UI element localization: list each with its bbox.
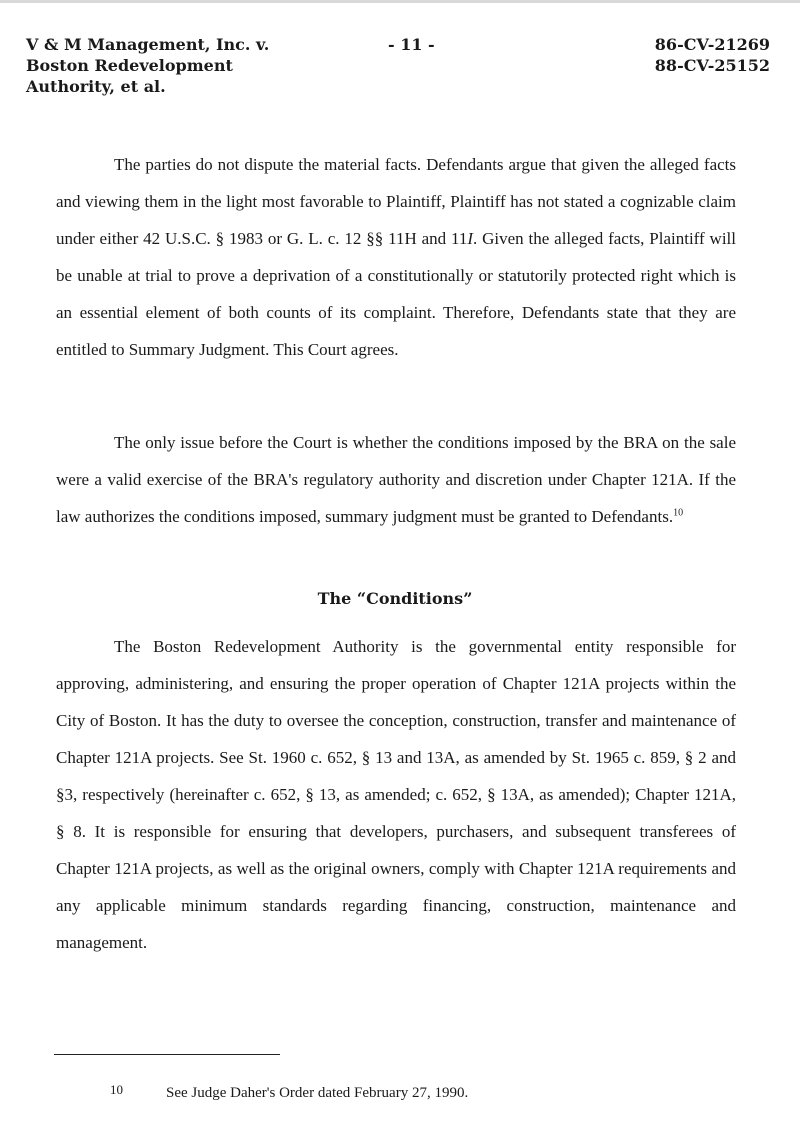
footnote [110, 1082, 468, 1102]
page-header [26, 34, 770, 104]
footnote-number: 10 [110, 1082, 123, 1097]
page-number: - 11 - [388, 35, 435, 54]
footnote-reference[interactable]: 10 [673, 507, 684, 519]
case-caption [26, 34, 269, 97]
footnote-text: See Judge Daher's Order dated February 27, 1990. [166, 1085, 469, 1101]
case-caption-line: V & M Management, Inc. v. [26, 35, 270, 54]
paragraph-text: The parties do not dispute the material facts. Defendants argue that given the alleged facts and viewing them in the light most favorable to Plaintiff, Plaintiff has not stated a cognizable claim under either 42 U.S.C. § 1983 or G. L. c. 12 §§ 11H and 11 [56, 155, 736, 248]
paragraph-text: The only issue before the Court is whether the conditions imposed by the BRA on the sale were a valid exercise of the BRA's regulatory authority and discretion under Chapter 121A. If the law authorizes the conditions imposed, summary judgment must be granted to Defendants. [56, 433, 736, 526]
docket-numbers [655, 34, 770, 76]
docket-number: 88-CV-25152 [654, 56, 770, 75]
scan-edge [0, 0, 800, 3]
paragraph-bra-role [56, 628, 736, 961]
paragraph-undisputed-facts [56, 146, 736, 368]
case-caption-line: Authority, et al. [26, 77, 166, 96]
case-caption-line: Boston Redevelopment [26, 56, 233, 75]
docket-number: 86-CV-21269 [654, 35, 770, 54]
paragraph-issue [56, 424, 736, 535]
paragraph-text: . Given the alleged facts, Plaintiff will be unable at trial to prove a deprivation of a constitutionally or statutorily protected right which is an essential element of both counts of its complaint. Therefore, Defendants state that they are entitled to Summary Judgment. This Court agrees. [56, 229, 736, 359]
section-heading: The “Conditions” [317, 589, 473, 608]
footnote-divider [54, 1054, 280, 1055]
italic-text: I [467, 229, 474, 248]
paragraph-text: The Boston Redevelopment Authority is the governmental entity responsible for approving, administering, and ensuring the proper operation of Chapter 121A projects within the City of Boston. It has the duty to oversee the conception, construction, transfer and maintenance of Chapter 121A projects. See St. 1960 c. 652, § 13 and 13A, as amended by St. 1965 c. 859, § 2 and §3, respectively (hereinafter c. 652, § 13, as amended; c. 652, § 13A, as amended); Chapter 121A, § 8. It is responsible for ensuring that developers, purchasers, and subsequent transferees of Chapter 121A projects, as well as the original owners, comply with Chapter 121A requirements and any applicable minimum standards regarding financing, construction, maintenance and management. [56, 637, 736, 952]
